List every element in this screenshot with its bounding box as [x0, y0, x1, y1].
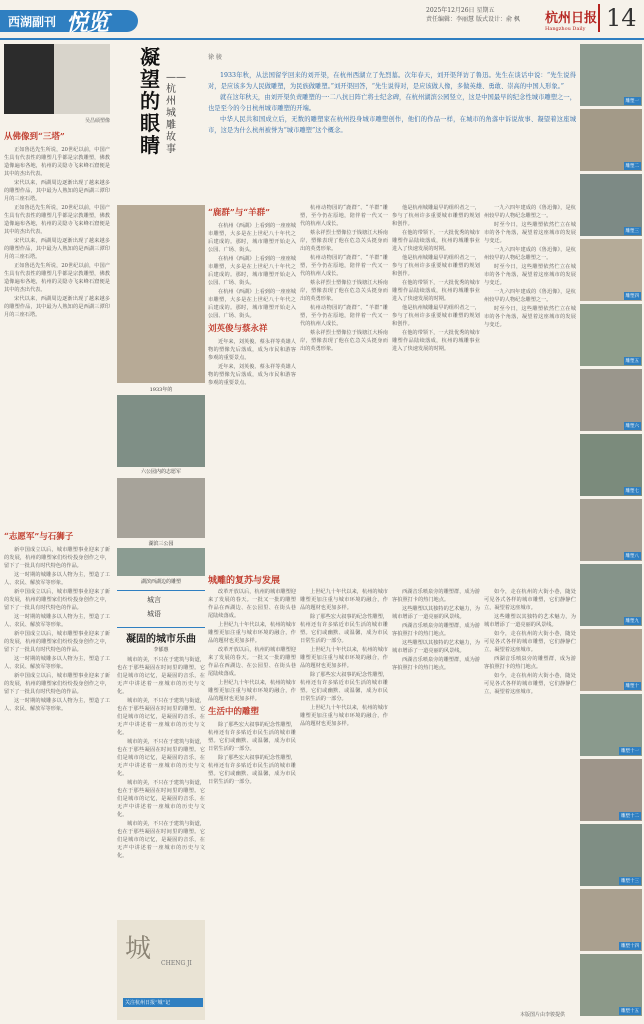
statue-photo-3 — [117, 478, 205, 538]
photo-strip — [580, 44, 642, 1019]
strip-photo: 雕塑八 — [580, 499, 642, 561]
brand-note: 关注杭州日报“城”记 — [123, 998, 203, 1007]
col-e: 一九六四年建成的《鲁迅像》，是杭州较早的人物纪念雕塑之一。 时至今日，这些雕塑依然伫立在城市的各个角落，凝望着这座城市的发展与变迁。 一九六四年建成的《鲁迅像》，是杭州较早的人物纪念雕塑之一。 时至今日，这些雕塑依然伫立在城市的各个角落，凝望着这座城市的发展与变迁。 一九六四年建成的《鲁迅像》，是杭州较早的人物纪念雕塑之一。 时至今日，这些雕塑依然伫立在城市的各个角落，凝望着这座城市的发展与变迁。 — [484, 205, 576, 328]
strip-photo: 雕塑七 — [580, 434, 642, 496]
strip-photo: 雕塑三 — [580, 174, 642, 236]
section-tag — [0, 10, 138, 36]
headline-subtitle: ——杭州城雕故事 — [166, 72, 186, 155]
strip-photo: 雕塑一 — [580, 44, 642, 106]
strip-photo: 雕塑五 — [580, 304, 642, 366]
strip-photo: 雕塑六 — [580, 369, 642, 431]
photo-caption-4: 湖滨西湖边的雕塑 — [140, 579, 181, 585]
strip-photo: 雕塑十 — [580, 629, 642, 691]
col-b: “鹿群”与“羊群” 在杭州《西湖》上看到的一座座城市雕塑，大多是在上世纪八十年代之后建成的。那时，城市雕塑开始走入公园、广场、街头。 在杭州《西湖》上看到的一座座城市雕塑，大多是在上世纪八十年代之后建成的。那时，城市雕塑开始走入公园、广场、街头。 在杭州《西湖》上看到的一座座城市雕塑，大多是在上世纪八十年代之后建成的。那时，城市雕塑开始走入公园、广场、街头。 刘英俊与蔡永祥 近年来，刘英俊、蔡永祥等英雄人物的塑像先后落成，成为市民和游客参观的重要景点。 近年来，刘英俊、蔡永祥等英雄人物的塑像先后落成，成为市民和游客参观的重要景点。 — [208, 208, 296, 386]
col-d: 他是杭州城雕最早的组织者之一，参与了杭州许多重要城市雕塑的规划和创作。 在他的带领下，一大批优秀的城市雕塑作品陆续落成，杭州的城雕事业进入了快速发展的时期。 他是杭州城雕最早的组织者之一，参与了杭州许多重要城市雕塑的规划和创作。 在他的带领下，一大批优秀的城市雕塑作品陆续落成，杭州的城雕事业进入了快速发展的时期。 他是杭州城雕最早的组织者之一，参与了杭州许多重要城市雕塑的规划和创作。 在他的带领下，一大批优秀的城市雕塑作品陆续落成，杭州的城雕事业进入了快速发展的时期。 — [392, 205, 480, 352]
strip-photo: 雕塑十一 — [580, 694, 642, 756]
section-heading: 刘英俊与蔡永祥 — [208, 324, 268, 334]
col-c: 杭州动物园的“鹿群”、“羊群”雕塑，至今仍在原地，陪伴着一代又一代的杭州人成长。 蔡永祥烈士塑像位于钱塘江大桥南岸，塑像表现了他在危急关头挺身而出的英勇形象。 杭州动物园的“鹿群”、“羊群”雕塑，至今仍在原地，陪伴着一代又一代的杭州人成长。 蔡永祥烈士塑像位于钱塘江大桥南岸，塑像表现了他在危急关头挺身而出的英勇形象。 杭州动物园的“鹿群”、“羊群”雕塑，至今仍在原地，陪伴着一代又一代的杭州人成长。 蔡永祥烈士塑像位于钱塘江大桥南岸，塑像表现了他在危急关头挺身而出的英勇形象。 — [300, 205, 388, 352]
intro-text: 1933年秋，从法国留学回来的刘开渠，在杭州西湖立了先烈墓。次年春天，刘开渠拜访了鲁迅。先生在谈话中说：“先生说得对，是应该多为人民做雕塑，为民族做雕塑。”刘开渠回答，“先生说得对，是应该做人像，多做英雄、勇敢、崇高的中国人形象。” 就在这年秋天，由刘开渠负责雕塑的一·二八抗日阵亡将士纪念碑，在杭州湖滨公园竖立，这是中国最早的纪念性城市雕塑之一，也是至今的今日杭州城市雕塑的开端。 中华人民共和国成立后，无数的雕塑家在杭州投身城市雕塑创作，他们的作品一样，在城市的角落中诉说故事、凝望着这座城市，这是为什么杭州被誉为“城市雕塑”这个概念。 — [208, 72, 576, 134]
mid-col-4: 如今，走在杭州的大街小巷，随处可见各式各样的城市雕塑，它们静静伫立，凝望着这座城市。 这些雕塑以其独特的艺术魅力，为城市增添了一道亮丽的风景线。 如今，走在杭州的大街小巷，随处可见各式各样的城市雕塑，它们静静伫立，凝望着这座城市。 西湖音乐喷泉旁的雕塑群，成为游客拍照打卡的热门地点。 如今，走在杭州的大街小巷，随处可见各式各样的城市雕塑，它们静静伫立，凝望着这座城市。 — [484, 589, 576, 695]
essay-body: 城市的美，不只在于建筑与街道，也在于那些凝固在时间里的雕塑。它们是城市的记忆，是凝固的音乐，在无声中讲述着一座城市的历史与文化。 城市的美，不只在于建筑与街道，也在于那些凝固在时间里的雕塑。它们是城市的记忆，是凝固的音乐，在无声中讲述着一座城市的历史与文化。 城市的美，不只在于建筑与街道，也在于那些凝固在时间里的雕塑。它们是城市的记忆，是凝固的音乐，在无声中讲述着一座城市的历史与文化。 城市的美，不只在于建筑与街道，也在于那些凝固在时间里的雕塑。它们是城市的记忆，是凝固的音乐，在无声中讲述着一座城市的历史与文化。 城市的美，不只在于建筑与街道，也在于那些凝固在时间里的雕塑。它们是城市的记忆，是凝固的音乐，在无声中讲述着一座城市的历史与文化。 — [117, 657, 205, 859]
statue-photo-1 — [117, 205, 205, 383]
designer: 版式设计：俞 枫 — [475, 16, 520, 23]
photo-caption-2: 六公园内的志愿军 — [140, 469, 181, 475]
newspaper-logo: 杭州日报 Hangzhou Daily — [545, 11, 598, 32]
column-name: 悦览 — [66, 10, 109, 36]
left-column-lower: “志愿军”与石狮子 新中国成立以后，城市雕塑事业迎来了新的发展，杭州的雕塑家们纷纷投身创作之中，留下了一批具有时代特色的作品。 这一时期的城雕多以人物为主，塑造了工人、农民、解放军等形象。 新中国成立以后，城市雕塑事业迎来了新的发展，杭州的雕塑家们纷纷投身创作之中，留下了一批具有时代特色的作品。 这一时期的城雕多以人物为主，塑造了工人、农民、解放军等形象。 新中国成立以后，城市雕塑事业迎来了新的发展，杭州的雕塑家们纷纷投身创作之中，留下了一批具有时代特色的作品。 这一时期的城雕多以人物为主，塑造了工人、农民、解放军等形象。 新中国成立以后，城市雕塑事业迎来了新的发展，杭州的雕塑家们纷纷投身创作之中，留下了一批具有时代特色的作品。 这一时期的城雕多以人物为主，塑造了工人、农民、解放军等形象。 — [4, 532, 110, 712]
column-box: 城言 城语 — [117, 590, 205, 628]
strip-photo: 雕塑十二 — [580, 759, 642, 821]
statue-photo-2 — [117, 395, 205, 467]
section-name: 西湖副刊 — [8, 15, 57, 29]
mid-col-1: 改革开放以后，杭州的城市雕塑迎来了发展的春天。一批又一批的雕塑作品在西湖边、在公园里、在街头巷尾陆续落成。 上世纪九十年代以来，杭州的城市雕塑更加注重与城市环境的融合，作品的题材也更加多样。 改革开放以后，杭州的城市雕塑迎来了发展的春天。一批又一批的雕塑作品在西湖边、在公园里、在街头巷尾陆续落成。 上世纪九十年代以来，杭州的城市雕塑更加注重与城市环境的融合，作品的题材也更加多样。 生活中的雕塑 除了那些宏大叙事的纪念性雕塑，杭州还有许多贴近市民生活的城市雕塑。它们或幽默、或温馨，成为市民日常生活的一部分。 除了那些宏大叙事的纪念性雕塑，杭州还有许多贴近市民生活的城市雕塑。它们或幽默、或温馨，成为市民日常生活的一部分。 — [208, 589, 296, 785]
section-heading: “志愿军”与石狮子 — [4, 532, 74, 542]
strip-photo: 雕塑十三 — [580, 824, 642, 886]
editor: 责任编辑：李丽慧 — [426, 16, 475, 23]
page-number: 14 — [598, 4, 637, 32]
mid-section-heading: 城雕的复苏与发展 — [208, 576, 281, 586]
strip-photo: 雕塑四 — [580, 239, 642, 301]
essay-title: 凝固的城市乐曲 — [126, 634, 196, 645]
header-meta — [426, 6, 520, 24]
byline: 徐 骏 — [208, 54, 222, 61]
photo-caption-1: 1933年的 — [149, 387, 173, 393]
mid-col-2: 上世纪九十年代以来，杭州的城市雕塑更加注重与城市环境的融合，作品的题材也更加多样。 除了那些宏大叙事的纪念性雕塑，杭州还有许多贴近市民生活的城市雕塑。它们或幽默、或温馨，成为市民日常生活的一部分。 上世纪九十年代以来，杭州的城市雕塑更加注重与城市环境的融合，作品的题材也更加多样。 除了那些宏大叙事的纪念性雕塑，杭州还有许多贴近市民生活的城市雕塑。它们或幽默、或温馨，成为市民日常生活的一部分。 上世纪九十年代以来，杭州的城市雕塑更加注重与城市环境的融合，作品的题材也更加多样。 — [300, 589, 388, 727]
headline-title: 凝望的眼睛 — [140, 45, 160, 157]
left-column: 从佛像到“三塔” 正如鲁迅先生所说，20世纪以前，中国产生具有代表性的雕塑几乎都是宗教雕塑，佛教造像遍布各地，杭州的灵隐寺飞来峰石窟便是其中的杰出代表。 宋代以来，西湖周边逐渐出现了越来越多的雕塑作品，其中最为人熟知的是西湖三潭印月的三座石塔。 正如鲁迅先生所说，20世纪以前，中国产生具有代表性的雕塑几乎都是宗教雕塑，佛教造像遍布各地，杭州的灵隐寺飞来峰石窟便是其中的杰出代表。 宋代以来，西湖周边逐渐出现了越来越多的雕塑作品，其中最为人熟知的是西湖三潭印月的三座石塔。 正如鲁迅先生所说，20世纪以前，中国产生具有代表性的雕塑几乎都是宗教雕塑，佛教造像遍布各地，杭州的灵隐寺飞来峰石窟便是其中的杰出代表。 宋代以来，西湖周边逐渐出现了越来越多的雕塑作品，其中最为人熟知的是西湖三潭印月的三座石塔。 — [4, 132, 110, 318]
statue-photo-4 — [117, 548, 205, 576]
section-heading: 从佛像到“三塔” — [4, 132, 65, 142]
section-heading: “鹿群”与“羊群” — [208, 208, 271, 218]
section-heading: 生活中的雕塑 — [208, 707, 260, 717]
portrait-caption: 吴昌硕塑像 — [84, 118, 110, 124]
strip-photo: 雕塑二 — [580, 109, 642, 171]
strip-photo: 雕塑十五 — [580, 954, 642, 1016]
brand-char: 城 — [125, 934, 152, 964]
strip-photo: 雕塑十四 — [580, 889, 642, 951]
photo-caption-3: 湖滨三公园 — [148, 541, 174, 547]
mid-col-3: 西湖音乐喷泉旁的雕塑群，成为游客拍照打卡的热门地点。 这些雕塑以其独特的艺术魅力，为城市增添了一道亮丽的风景线。 西湖音乐喷泉旁的雕塑群，成为游客拍照打卡的热门地点。 这些雕塑以其独特的艺术魅力，为城市增添了一道亮丽的风景线。 西湖音乐喷泉旁的雕塑群，成为游客拍照打卡的热门地点。 — [392, 589, 480, 671]
essay-author: 李郁惠 — [153, 647, 169, 653]
portrait-photo-bg — [54, 44, 110, 114]
issue-date: 2025年12月26日 星期五 — [426, 7, 495, 14]
brand-sub: CHENG JI — [161, 960, 192, 967]
brand-block — [117, 920, 205, 1020]
page-header — [0, 0, 644, 38]
photo-credit: 本版图片由李骏提供 — [520, 1012, 566, 1018]
portrait-photo — [4, 44, 54, 114]
strip-photo: 雕塑九 — [580, 564, 642, 626]
header-rule — [0, 38, 644, 40]
